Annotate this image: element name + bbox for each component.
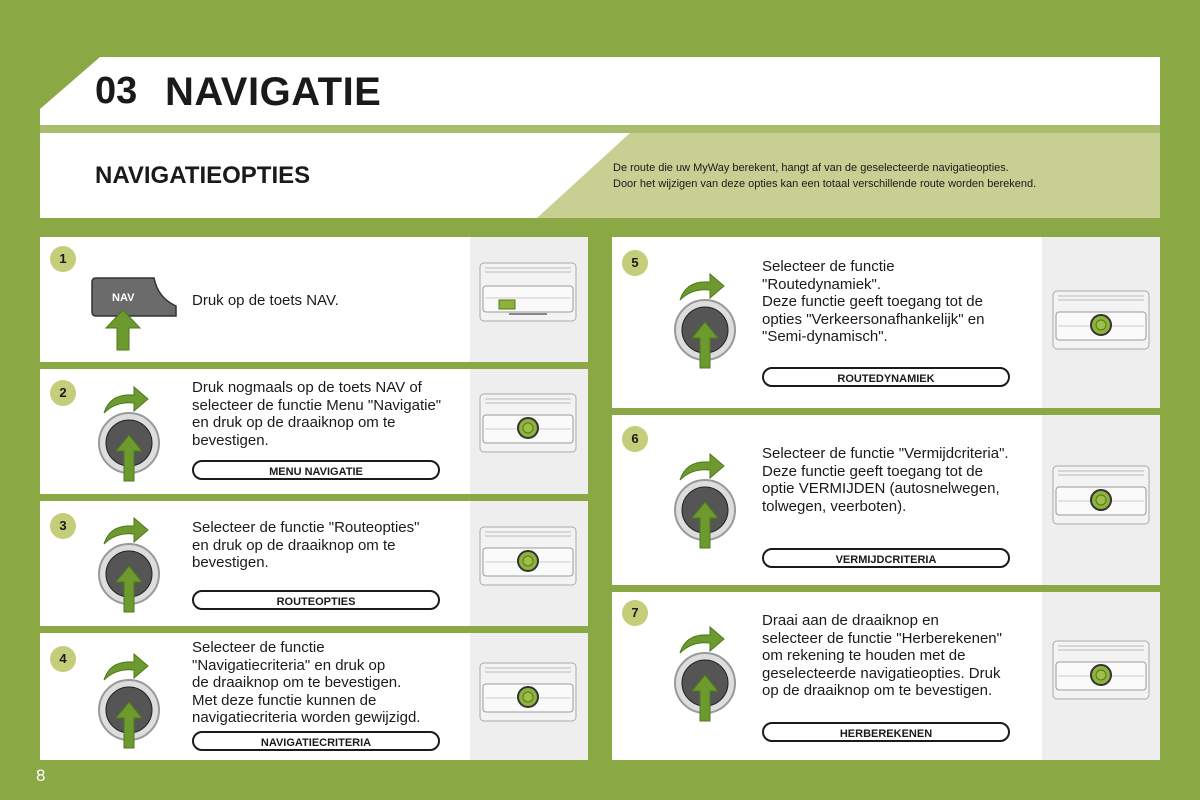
step-line: en druk op de draaiknop om te: [192, 536, 396, 554]
step-line: Draai aan de draaiknop en: [762, 612, 939, 629]
rotate-arrow-icon: [680, 274, 724, 300]
step-line: Deze functie geeft toegang tot de: [762, 462, 983, 480]
step-line: "Navigatiecriteria" en druk op: [192, 656, 386, 674]
control-panel-icon: [479, 526, 577, 586]
step-line: optie VERMIJDEN (autosnelwegen,: [762, 480, 1000, 497]
intro-line: Door het wijzigen van deze opties kan een totaal verschillende route worden berekend.: [613, 178, 1037, 190]
step-line: selecteer de functie Menu "Navigatie": [192, 396, 442, 414]
routedynamiek-button[interactable]: ROUTEDYNAMIEK: [762, 367, 1010, 387]
step-instruction: [192, 519, 419, 572]
control-panel-icon: [479, 262, 577, 322]
rotate-arrow-icon: [104, 387, 148, 413]
rotate-arrow-icon: [680, 627, 724, 653]
vermijdcriteria-button[interactable]: VERMIJDCRITERIA: [762, 548, 1010, 568]
rotary-knob-icon: [672, 450, 738, 550]
step-number-badge: 2: [50, 380, 76, 406]
step-line: Druk op de toets NAV.: [192, 292, 339, 309]
step-line: Druk nogmaals op de toets NAV of: [192, 379, 422, 396]
step-line: Selecteer de functie: [762, 258, 895, 275]
step-number-badge: 7: [622, 600, 648, 626]
chapter-title: NAVIGATIE: [165, 70, 382, 114]
control-panel-icon: [1052, 290, 1150, 350]
section-intro: [613, 160, 1153, 192]
step-number-badge: 3: [50, 513, 76, 539]
routeopties-button[interactable]: ROUTEOPTIES: [192, 590, 440, 610]
control-panel-icon: [1052, 640, 1150, 700]
rotary-knob-icon: [672, 270, 738, 370]
rotary-knob-icon: [96, 514, 162, 614]
step-instruction: [762, 445, 1009, 515]
step-line: Selecteer de functie: [192, 639, 325, 656]
step-instruction: [192, 292, 339, 310]
step-instruction: [762, 612, 1002, 700]
rotary-knob-icon: [96, 383, 162, 483]
step-number-badge: 4: [50, 646, 76, 672]
step-line: Selecteer de functie "Routeopties": [192, 519, 420, 536]
menu-navigatie-button[interactable]: MENU NAVIGATIE: [192, 460, 440, 480]
control-panel-icon: [1052, 465, 1150, 525]
step-line: Selecteer de functie "Vermijdcriteria".: [762, 445, 1009, 462]
rotate-arrow-icon: [104, 518, 148, 544]
step-line: bevestigen.: [192, 431, 269, 449]
step-line: "Routedynamiek".: [762, 275, 882, 293]
step-line: geselecteerde navigatieopties. Druk: [762, 664, 1001, 682]
step-line: tolwegen, veerboten).: [762, 497, 907, 515]
herberekenen-button[interactable]: HERBEREKENEN: [762, 722, 1010, 742]
control-panel-icon: [479, 393, 577, 453]
rotary-knob-icon: [96, 650, 162, 750]
step-line: de draaiknop om te bevestigen.: [192, 674, 402, 691]
step-line: en druk op de draaiknop om te: [192, 414, 396, 431]
step-number-badge: 6: [622, 426, 648, 452]
nav-key-icon: [90, 272, 182, 352]
section-title: NAVIGATIEOPTIES: [95, 162, 311, 189]
step-number-badge: 5: [622, 250, 648, 276]
step-instruction: [762, 258, 984, 346]
page-number: 8: [36, 766, 46, 785]
step-line: bevestigen.: [192, 554, 269, 571]
step-line: navigatiecriteria worden gewijzigd.: [192, 709, 421, 726]
nav-key-label: NAV: [112, 292, 135, 304]
rotate-arrow-icon: [680, 454, 724, 480]
step-line: opties "Verkeersonafhankelijk" en: [762, 310, 985, 328]
step-line: "Semi-dynamisch".: [762, 328, 888, 345]
step-instruction: [192, 379, 441, 449]
step-line: Deze functie geeft toegang tot de: [762, 293, 983, 310]
rotary-knob-icon: [672, 623, 738, 723]
control-panel-icon: [479, 662, 577, 722]
step-line: op de draaiknop om te bevestigen.: [762, 682, 993, 699]
step-instruction: [192, 639, 420, 727]
step-line: om rekening te houden met de: [762, 647, 966, 664]
step-number-badge: 1: [50, 246, 76, 272]
step-line: selecteer de functie "Herberekenen": [762, 629, 1002, 647]
step-line: Met deze functie kunnen de: [192, 691, 377, 709]
navigatiecriteria-button[interactable]: NAVIGATIECRITERIA: [192, 731, 440, 751]
chapter-number: 03: [95, 70, 138, 112]
intro-line: De route die uw MyWay berekent, hangt af van de geselecteerde navigatieopties.: [613, 162, 1009, 174]
rotate-arrow-icon: [104, 654, 148, 680]
